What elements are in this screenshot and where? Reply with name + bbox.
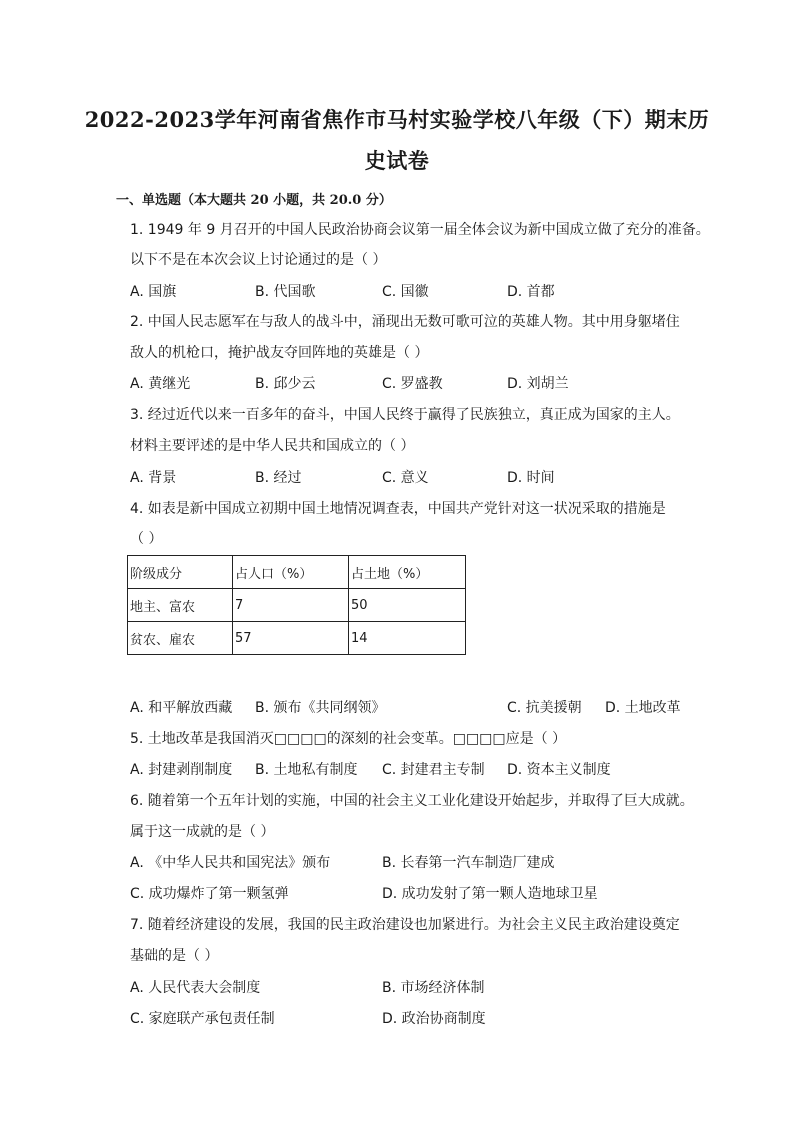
q7-option-b: B. 市场经济体制 xyxy=(382,980,485,996)
table-cell: 50 xyxy=(349,589,466,622)
q7-stem-line-1: 7. 随着经济建设的发展，我国的民主政治建设也加紧进行。为社会主义民主政治建设奠定 xyxy=(130,917,680,933)
table-cell: 7 xyxy=(233,589,349,622)
q4-option-d: D. 土地改革 xyxy=(605,700,681,716)
table-cell: 57 xyxy=(233,622,349,655)
q6-option-d: D. 成功发射了第一颗人造地球卫星 xyxy=(382,886,598,902)
q1-option-c: C. 国徽 xyxy=(382,284,429,300)
q4-option-b: B. 颁布《共同纲领》 xyxy=(255,700,386,716)
q7-stem-line-2: 基础的是（ ） xyxy=(130,948,219,964)
q7-option-d: D. 政治协商制度 xyxy=(382,1011,486,1027)
table-header-cell: 占土地（%） xyxy=(349,556,466,589)
table-cell: 贫农、雇农 xyxy=(128,622,233,655)
q1-option-b: B. 代国歌 xyxy=(255,284,316,300)
q4-stem-line-2: （ ） xyxy=(130,531,163,547)
q2-stem-line-1: 2. 中国人民志愿军在与敌人的战斗中，涌现出无数可歌可泣的英雄人物。其中用身躯堵住 xyxy=(130,314,680,330)
q5-option-d: D. 资本主义制度 xyxy=(507,762,611,778)
q2-option-b: B. 邱少云 xyxy=(255,376,316,392)
q3-stem-line-1: 3. 经过近代以来一百多年的奋斗，中国人民终于赢得了民族独立，真正成为国家的主人。 xyxy=(130,407,680,423)
q5-option-c: C. 封建君主专制 xyxy=(382,762,485,778)
q3-option-b: B. 经过 xyxy=(255,470,302,486)
q5-option-b: B. 土地私有制度 xyxy=(255,762,358,778)
q4-option-c: C. 抗美援朝 xyxy=(507,700,582,716)
q2-option-a: A. 黄继光 xyxy=(130,376,191,392)
exam-title-line-2: 史试卷 xyxy=(364,148,430,173)
q5-option-a: A. 封建剥削制度 xyxy=(130,762,233,778)
q6-stem-line-1: 6. 随着第一个五年计划的实施，中国的社会主义工业化建设开始起步，并取得了巨大成就。 xyxy=(130,793,694,809)
land-survey-table xyxy=(127,555,466,655)
q3-option-c: C. 意义 xyxy=(382,470,429,486)
table-row xyxy=(128,589,466,622)
q3-option-d: D. 时间 xyxy=(507,470,555,486)
q7-option-c: C. 家庭联产承包责任制 xyxy=(130,1011,275,1027)
q2-option-c: C. 罗盛教 xyxy=(382,376,443,392)
table-header-row xyxy=(128,556,466,589)
q1-option-a: A. 国旗 xyxy=(130,284,177,300)
table-cell: 14 xyxy=(349,622,466,655)
q1-option-d: D. 首都 xyxy=(507,284,555,300)
q6-option-a: A. 《中华人民共和国宪法》颁布 xyxy=(130,855,331,871)
table-header-cell: 占人口（%） xyxy=(233,556,349,589)
q4-option-a: A. 和平解放西藏 xyxy=(130,700,233,716)
section-heading: 一、单选题（本大题共 20 小题，共 20.0 分） xyxy=(116,193,392,208)
q3-option-a: A. 背景 xyxy=(130,470,177,486)
q6-option-c: C. 成功爆炸了第一颗氢弹 xyxy=(130,886,289,902)
q6-option-b: B. 长春第一汽车制造厂建成 xyxy=(382,855,555,871)
q2-stem-line-2: 敌人的机枪口，掩护战友夺回阵地的英雄是（ ） xyxy=(130,345,429,361)
table-cell: 地主、富农 xyxy=(128,589,233,622)
table-header-cell: 阶级成分 xyxy=(128,556,233,589)
q6-stem-line-2: 属于这一成就的是（ ） xyxy=(130,824,275,840)
q1-stem-line-1: 1. 1949 年 9 月召开的中国人民政治协商会议第一届全体会议为新中国成立做了充分的准备。 xyxy=(130,222,710,238)
q7-option-a: A. 人民代表大会制度 xyxy=(130,980,261,996)
table-row xyxy=(128,622,466,655)
q1-stem-line-2: 以下不是在本次会议上讨论通过的是（ ） xyxy=(130,252,387,268)
q5-stem-line-1: 5. 土地改革是我国消灭□□□□的深刻的社会变革。□□□□应是（ ） xyxy=(130,731,567,747)
q4-stem-line-1: 4. 如表是新中国成立初期中国土地情况调查表，中国共产党针对这一状况采取的措施是 xyxy=(130,501,666,517)
exam-title-line-1: 2022-2023学年河南省焦作市马村实验学校八年级（下）期末历 xyxy=(84,107,710,132)
q3-stem-line-2: 材料主要评述的是中华人民共和国成立的（ ） xyxy=(130,438,415,454)
q2-option-d: D. 刘胡兰 xyxy=(507,376,569,392)
